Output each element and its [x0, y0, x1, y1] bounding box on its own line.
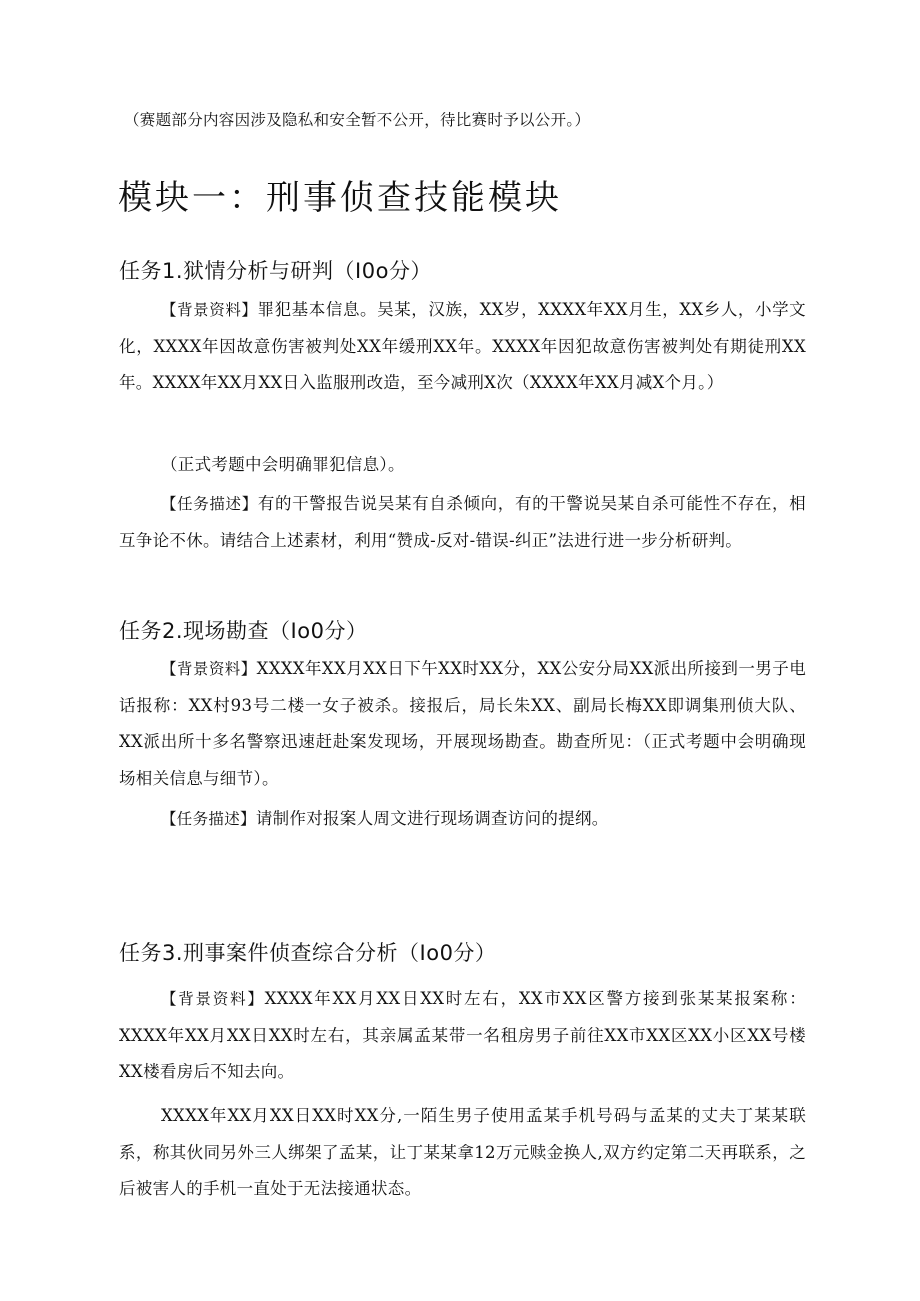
task-description-label: 【任务描述】	[161, 495, 258, 513]
background-text: XXXX年XX月XX日下午XX时XX分，XX公安分局XX派出所接到一男子电话报称：XX村93号二楼一女子被杀。接报后，局长朱XX、副局长梅XX即调集刑侦大队、XX派出所十多名警察迅速赶赴案发现场，开展现场勘查。勘查所见：（正式考题中会明确现场相关信息与细节）。	[119, 659, 806, 788]
task-2-title: 任务2.现场勘查（Io0分）	[119, 619, 368, 643]
task-description-label: 【任务描述】	[161, 810, 256, 828]
task-3-background	[119, 981, 806, 1091]
task-2-background	[119, 651, 806, 797]
task-3-title: 任务3.刑事案件侦查综合分析（Io0分）	[119, 941, 497, 965]
task-1-title: 任务1.狱情分析与研判（I0o分）	[119, 259, 432, 283]
task-3-paragraph-2: XXXX年XX月XX日XX时XX分,一陌生男子使用孟某手机号码与孟某的丈夫丁某某联系，称其伙同另外三人绑架了孟某，让丁某某拿12万元赎金换人,双方约定第二天再联系，之后被害人的手机一直处于无法接通状态。	[119, 1106, 806, 1198]
background-text: 罪犯基本信息。吴某，汉族，XX岁，XXXX年XX月生，XX乡人，小学文化，XXXX年因故意伤害被判处XX年缓刑XX年。XXXX年因犯故意伤害被判处有期徒刑XX年。XXXX年XX月XX日入监服刑改造，至今减刑X次（XXXX年XX月减X个月。）	[119, 300, 806, 392]
task-1-background	[119, 292, 806, 402]
background-label: 【背景资料】	[161, 301, 258, 319]
background-label: 【背景资料】	[161, 660, 257, 678]
task-description-text: 请制作对报案人周文进行现场调查访问的提纲。	[255, 809, 609, 828]
task-description-text: 有的干警报告说吴某有自杀倾向，有的干警说吴某自杀可能性不存在，相互争论不休。请结合上述素材，利用“赞成-反对-错误-纠正”法进行进一步分析研判。	[119, 494, 806, 550]
module-title: 模块一：刑事侦查技能模块	[118, 178, 562, 218]
background-text: XXXX年XX月XX日XX时左右，XX市XX区警方接到张某某报案称：XXXX年XX月XX日XX时左右，其亲属孟某带一名租房男子前往XX市XX区XX小区XX号楼XX楼看房后不知去向。	[119, 989, 806, 1081]
task-1-note: （正式考题中会明确罪犯信息）。	[161, 455, 405, 474]
background-label: 【背景资料】	[161, 990, 265, 1008]
task-2-description	[119, 801, 806, 838]
confidentiality-note: （赛题部分内容因涉及隐私和安全暂不公开，待比赛时予以公开。）	[124, 111, 591, 129]
task-1-description	[119, 486, 806, 559]
